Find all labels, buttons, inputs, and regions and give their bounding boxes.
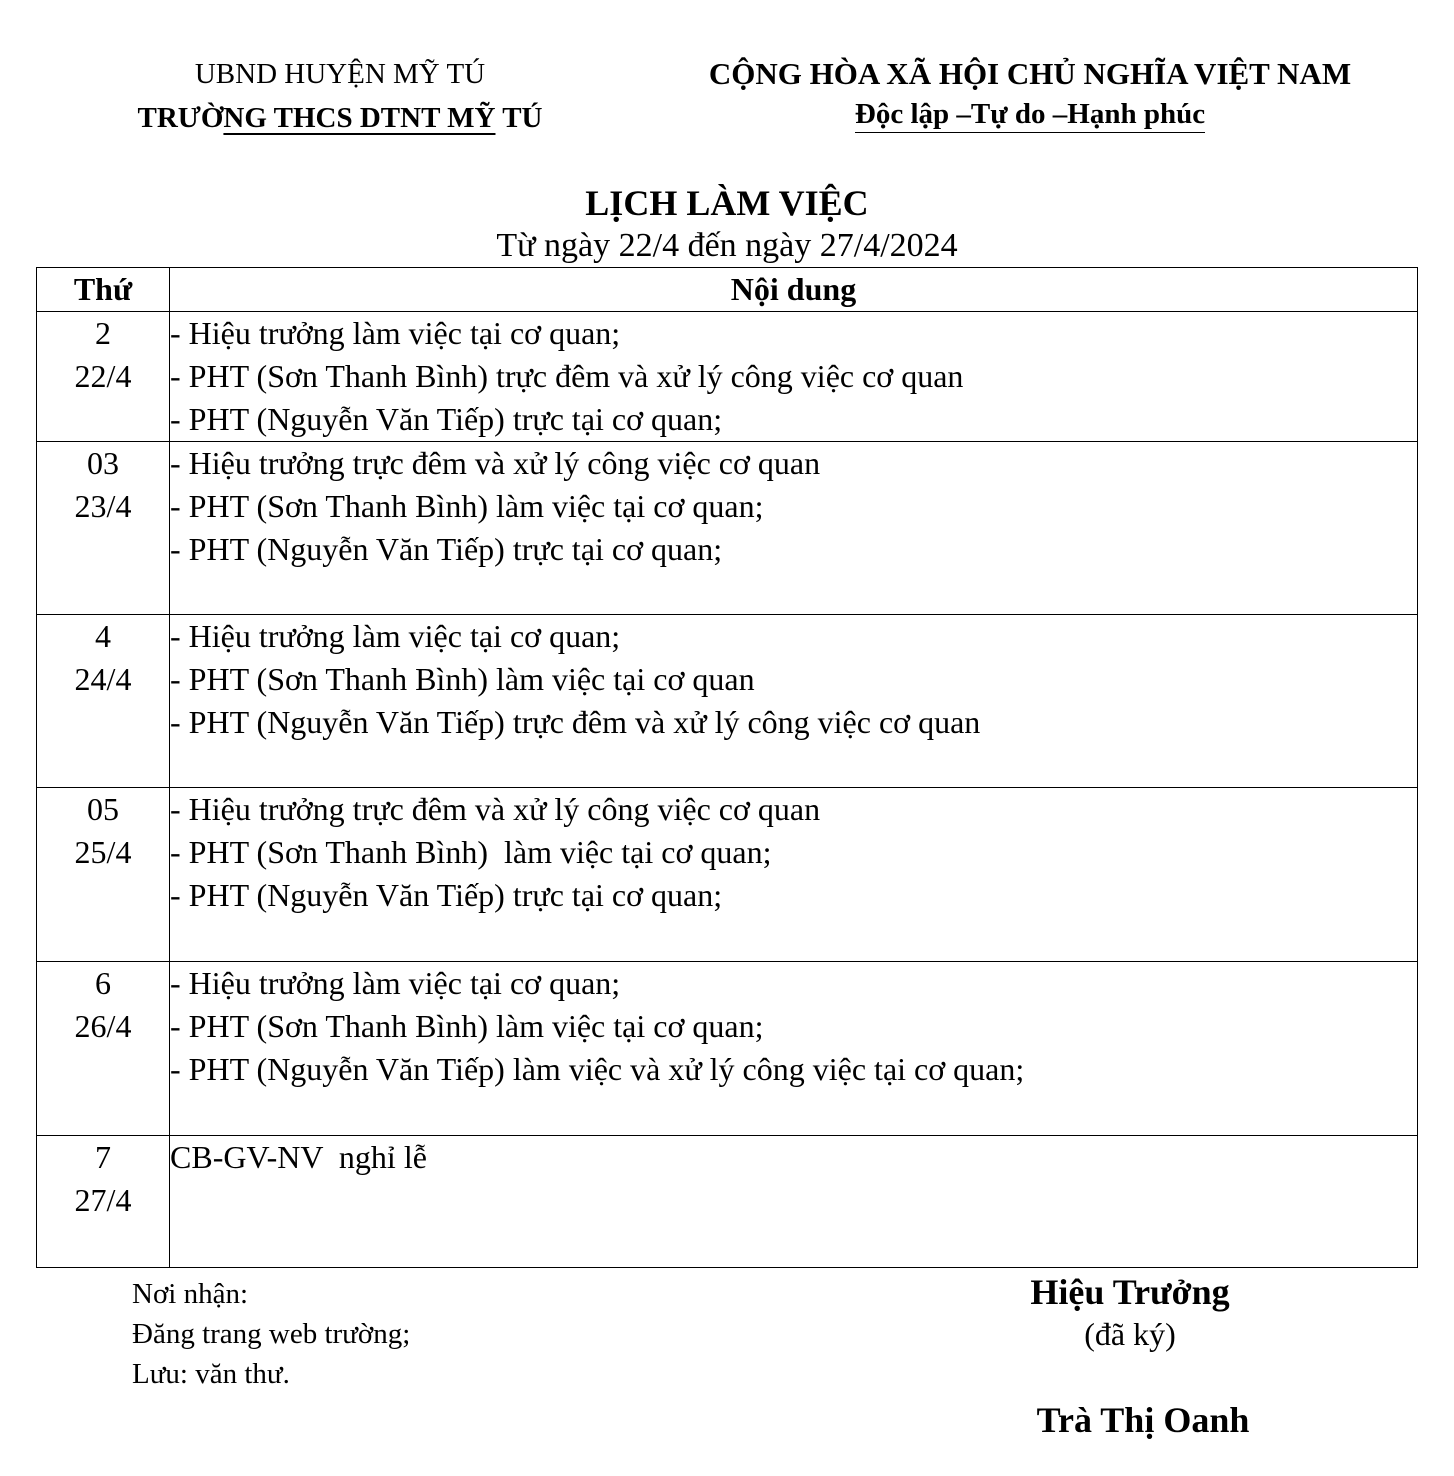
day-cell bbox=[37, 788, 170, 962]
recipient-item: Đăng trang web trường; bbox=[132, 1318, 411, 1350]
date: 22/4 bbox=[74, 358, 132, 394]
task-line: - PHT (Nguyễn Văn Tiếp) trực tại cơ quan; bbox=[170, 877, 723, 913]
weekday: 4 bbox=[95, 618, 111, 654]
date: 24/4 bbox=[74, 661, 132, 697]
table-row bbox=[37, 312, 1418, 442]
task-line: - PHT (Sơn Thanh Bình) làm việc tại cơ quan; bbox=[170, 488, 764, 524]
header-day: Thứ bbox=[37, 268, 170, 312]
document-title-block bbox=[0, 180, 1454, 266]
content-cell bbox=[170, 615, 1418, 788]
recipients-label: Nơi nhận: bbox=[132, 1278, 249, 1310]
task-line: - Hiệu trưởng làm việc tại cơ quan; bbox=[170, 315, 621, 351]
day-cell bbox=[37, 615, 170, 788]
task-line: - Hiệu trưởng trực đêm và xử lý công việc cơ quan bbox=[170, 791, 821, 827]
date: 25/4 bbox=[74, 834, 132, 870]
weekday: 7 bbox=[95, 1139, 111, 1175]
weekday: 03 bbox=[87, 445, 119, 481]
header-content: Nội dung bbox=[170, 268, 1418, 312]
task-line: CB-GV-NV nghỉ lễ bbox=[170, 1139, 427, 1175]
day-cell bbox=[37, 442, 170, 615]
national-heading bbox=[660, 52, 1400, 133]
table-row bbox=[37, 788, 1418, 962]
table-header-row bbox=[37, 268, 1418, 312]
day-cell bbox=[37, 1136, 170, 1268]
date: 23/4 bbox=[74, 488, 132, 524]
schedule-period: Từ ngày 22/4 đến ngày 27/4/2024 bbox=[496, 227, 958, 264]
day-cell bbox=[37, 962, 170, 1136]
task-line: - Hiệu trưởng làm việc tại cơ quan; bbox=[170, 618, 621, 654]
task-line: - Hiệu trưởng làm việc tại cơ quan; bbox=[170, 965, 621, 1001]
task-line: - PHT (Sơn Thanh Bình) làm việc tại cơ quan; bbox=[170, 1008, 764, 1044]
date: 27/4 bbox=[74, 1182, 132, 1218]
issuing-authority bbox=[90, 52, 590, 140]
agency-name: UBND HUYỆN MỸ TÚ bbox=[194, 58, 486, 90]
table-row bbox=[37, 442, 1418, 615]
content-cell bbox=[170, 312, 1418, 442]
date: 26/4 bbox=[74, 1008, 132, 1044]
signed-note: (đã ký) bbox=[1084, 1316, 1176, 1352]
document-title: LỊCH LÀM VIỆC bbox=[585, 183, 869, 223]
task-line: - PHT (Sơn Thanh Bình) trực đêm và xử lý công việc cơ quan bbox=[170, 358, 964, 394]
day-cell bbox=[37, 312, 170, 442]
signer-role: Hiệu Trưởng bbox=[1030, 1272, 1230, 1312]
task-line: - PHT (Nguyễn Văn Tiếp) làm việc và xử lý công việc tại cơ quan; bbox=[170, 1051, 1025, 1087]
content-cell bbox=[170, 442, 1418, 615]
school-name: TRƯỜNG THCS DTNT MỸ TÚ bbox=[137, 102, 543, 134]
signer-name: Trà Thị Oanh bbox=[1036, 1400, 1250, 1440]
table-row bbox=[37, 615, 1418, 788]
weekday: 6 bbox=[95, 965, 111, 1001]
task-line: - PHT (Nguyễn Văn Tiếp) trực tại cơ quan; bbox=[170, 531, 723, 567]
task-line: - PHT (Nguyễn Văn Tiếp) trực tại cơ quan; bbox=[170, 401, 723, 437]
task-line: - PHT (Nguyễn Văn Tiếp) trực đêm và xử lý công việc cơ quan bbox=[170, 704, 981, 740]
table-row bbox=[37, 1136, 1418, 1268]
recipients-block bbox=[132, 1274, 410, 1394]
schedule-table bbox=[36, 267, 1418, 1268]
table-row bbox=[37, 962, 1418, 1136]
content-cell bbox=[170, 962, 1418, 1136]
task-line: - PHT (Sơn Thanh Bình) làm việc tại cơ quan bbox=[170, 661, 755, 697]
content-cell bbox=[170, 1136, 1418, 1268]
signature-block bbox=[980, 1270, 1280, 1442]
content-cell bbox=[170, 788, 1418, 962]
recipient-item: Lưu: văn thư. bbox=[132, 1358, 290, 1390]
nation-name: CỘNG HÒA XÃ HỘI CHỦ NGHĨA VIỆT NAM bbox=[708, 56, 1352, 91]
weekday: 05 bbox=[87, 791, 119, 827]
weekday: 2 bbox=[95, 315, 111, 351]
task-line: - Hiệu trưởng trực đêm và xử lý công việc cơ quan bbox=[170, 445, 821, 481]
national-motto: Độc lập –Tự do –Hạnh phúc bbox=[855, 96, 1205, 133]
task-line: - PHT (Sơn Thanh Bình) làm việc tại cơ quan; bbox=[170, 834, 772, 870]
